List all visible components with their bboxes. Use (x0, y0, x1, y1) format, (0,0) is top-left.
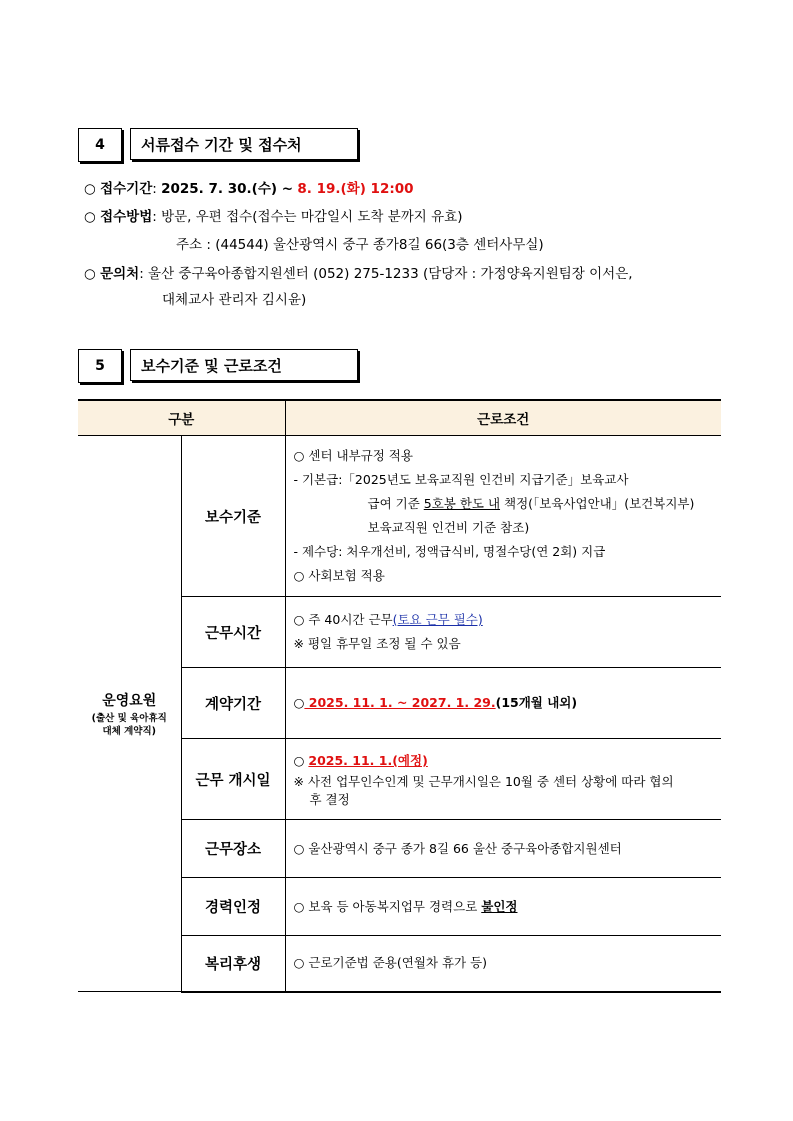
period-line: ○ 접수기간: 2025. 7. 30.(수) ~ 8. 19.(화) 12:00 (84, 181, 414, 197)
row-content-start (285, 739, 721, 820)
row-content-welfare: ○ 근로기준법 준용(연월차 휴가 등) (285, 936, 721, 992)
row-content-pay (285, 436, 721, 597)
hours-line-2: ※ 평일 휴무일 조정 될 수 있음 (293, 636, 461, 651)
row-content-contract (285, 668, 721, 739)
start-date: 2025. 11. 1.(예정) (308, 753, 428, 768)
table-header-row (78, 400, 721, 436)
hours-line-1: ○ 주 40시간 근무(토요 근무 필수) (293, 612, 483, 627)
method-label: 접수방법 (100, 209, 153, 225)
section-4-title: 서류접수 기간 및 접수처 (130, 128, 358, 160)
header-category: 구분 (78, 400, 285, 436)
row-label-contract: 계약기간 (181, 668, 285, 739)
contract-period: 2025. 11. 1. ~ 2027. 1. 29. (304, 695, 496, 710)
period-start: 2025. 7. 30.(수) ~ (161, 181, 294, 197)
period-end: 8. 19.(화) 12:00 (297, 181, 414, 197)
method-value: : 방문, 우편 접수(접수는 마감일시 도착 분까지 유효) (152, 209, 463, 225)
bullet-circle-icon: ○ (84, 209, 96, 225)
row-label-hours: 근무시간 (181, 597, 285, 668)
conditions-table (78, 399, 721, 993)
row-content-career: ○ 보육 등 아동복지업무 경력으로 불인정 (285, 878, 721, 936)
category-sub-1: (출산 및 육아휴직 (91, 712, 167, 724)
section-5-title: 보수기준 및 근로조건 (130, 349, 358, 381)
category-sub-2: 대체 계약직) (102, 725, 157, 737)
pay-line-5: - 제수당: 처우개선비, 정액급식비, 명절수당(연 2회) 지급 (293, 544, 606, 559)
row-label-welfare: 복리후생 (181, 936, 285, 992)
pay-line-1: ○ 센터 내부규정 적용 (293, 448, 413, 463)
saturday-required-link: (토요 근무 필수) (392, 612, 483, 627)
career-not-recognized: 불인정 (481, 898, 518, 914)
contract-line-1: ○ 2025. 11. 1. ~ 2027. 1. 29.(15개월 내외) (293, 695, 578, 710)
pay-line-2: - 기본급:「2025년도 보육교직원 인건비 지급기준」보육교사 (293, 472, 629, 487)
row-label-start: 근무 개시일 (181, 739, 285, 820)
pay-line-4: 보육교직원 인건비 기준 참조) (367, 520, 530, 535)
row-content-place: ○ 울산광역시 중구 종가 8길 66 울산 중구육아종합지원센터 (285, 820, 721, 878)
category-cell (78, 436, 181, 992)
row-label-career: 경력인정 (181, 878, 285, 936)
method-line (84, 205, 462, 225)
section-4-number: 4 (78, 128, 122, 162)
start-line-3: 후 결정 (309, 792, 350, 807)
contact-value: : 울산 중구육아종합지원센터 (052) 275-1233 (담당자 : 가정양육지원팀장 이서은, (139, 266, 633, 282)
period-label: 접수기간 (100, 181, 153, 197)
row-label-place: 근무장소 (181, 820, 285, 878)
bullet-circle-icon: ○ (84, 181, 96, 197)
contact-label: 문의처 (100, 266, 140, 282)
pay-step-limit: 5호봉 한도 내 (423, 496, 501, 511)
table-row (78, 436, 721, 597)
category-label: 운영요원 (102, 692, 157, 709)
row-content-hours (285, 597, 721, 668)
contact-line-2: 대체교사 관리자 김시윤) (162, 292, 307, 308)
row-label-pay: 보수기준 (181, 436, 285, 597)
pay-line-3: 급여 기준 5호봉 한도 내 책정(「보육사업안내」(보건복지부) (367, 496, 695, 511)
section-5-number: 5 (78, 349, 122, 383)
start-line-2: ※ 사전 업무인수인계 및 근무개시일은 10월 중 센터 상황에 따라 협의 (293, 774, 674, 789)
bullet-circle-icon: ○ (84, 266, 96, 282)
pay-line-6: ○ 사회보험 적용 (293, 568, 385, 583)
address-line: 주소 : (44544) 울산광역시 중구 종가8길 66(3층 센터사무실) (176, 237, 544, 253)
contact-line (84, 262, 633, 282)
start-line-1: ○ 2025. 11. 1.(예정) (293, 753, 428, 768)
header-condition: 근로조건 (285, 400, 721, 436)
